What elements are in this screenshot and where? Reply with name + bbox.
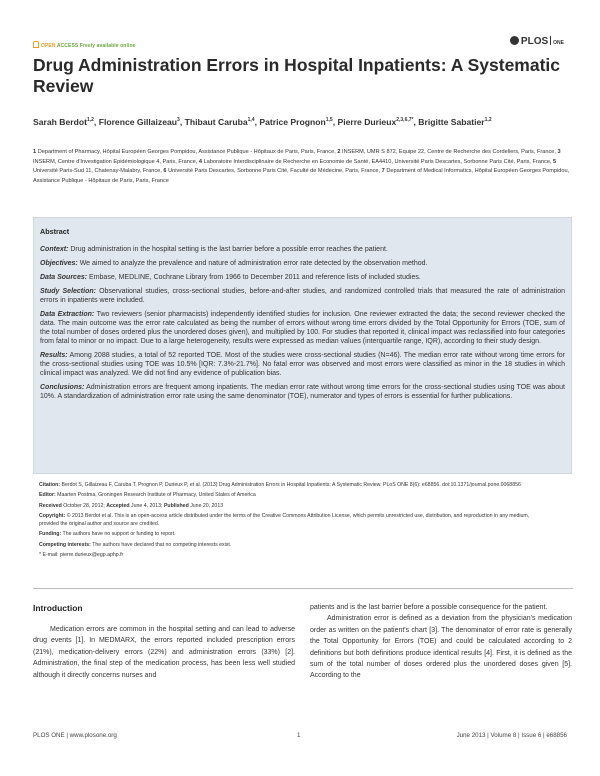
author-name: Patrice Prognon bbox=[259, 116, 326, 127]
paragraph: Administration error is defined as a deviation from the physician's medication order as written on the patient's chart [3]. The denominator of error rate is generally the Total Opportunity for Errors (TOE) and could be calculated according to 2 definitions but both definitions produce identical results [4]. First, it is defined as the sum of the total number of doses ordered plus the unordered doses given [5]. According to the bbox=[310, 615, 572, 680]
metadata-line bbox=[39, 530, 549, 538]
abstract-section bbox=[40, 273, 565, 282]
open-access-subtitle: ACCESS Freely available online bbox=[56, 43, 136, 49]
abstract-section-text: Two reviewers (senior pharmacists) independently identified studies for inclusion. One reviewer extracted the data; the second reviewer checked the data. The main outcome was the error rate calculated as being the number of errors without wrong time errors divided by the Total Opportunity for Errors (TOE, sum of the total number of doses ordered plus the unordered doses given), and multiplied by 100. For studies that reported it, clinical impact was reclassified into four categories from fatal to minor or no impact. Due to a large heterogeneity, results were expressed as median values (interquartile range, IQR), according to their study design. bbox=[40, 311, 565, 345]
metadata-value: Maarten Postma, Groningen Research Institute of Pharmacy, United States of America bbox=[57, 492, 256, 499]
metadata-value: © 2013 Berdot et al. This is an open-access article distributed under the terms of the Creative Commons Attribution License, which permits unrestricted use, distribution, and reproduction in any medium, provided the original author and source are credited. bbox=[39, 512, 530, 528]
metadata-label: Published bbox=[163, 502, 189, 509]
metadata-line bbox=[39, 491, 549, 499]
journal-logo-sub: ONE bbox=[553, 40, 564, 46]
metadata-value: The authors have no support or funding to report. bbox=[62, 531, 176, 538]
abstract-section bbox=[40, 287, 565, 305]
footer-issue: June 2013 | Volume 8 | Issue 6 | e68856 bbox=[456, 732, 567, 739]
abstract-section-label: Conclusions: bbox=[40, 384, 85, 391]
affiliation-text: Department of Medical Informatics, Hôpital Européen Georges Pompidou, Assistance Publique - Hôpitaux de Paris, Paris, France bbox=[33, 168, 570, 184]
author-name: Thibaut Caruba bbox=[184, 116, 248, 127]
plos-logo-icon bbox=[510, 36, 519, 45]
abstract-section-text: Observational studies, cross-sectional studies, before-and-after studies, and randomized controlled trials that measured the rate of administration errors in inpatients were included. bbox=[40, 288, 566, 304]
author-name: Florence Gillaizeau bbox=[98, 116, 178, 127]
metadata-value: June 20, 2013 bbox=[190, 502, 224, 509]
metadata-label: Accepted bbox=[106, 502, 130, 509]
affiliations bbox=[33, 148, 573, 186]
abstract-section bbox=[40, 310, 565, 346]
affiliation-text: INSERM, Centre d'Investigation Epidémiologique 4, Paris, France, bbox=[33, 158, 198, 165]
metadata-line bbox=[39, 502, 549, 510]
affiliation-number: 6 bbox=[163, 168, 167, 175]
metadata-line bbox=[39, 551, 549, 559]
affiliation-number: 7 bbox=[381, 168, 385, 175]
affiliation-number: 3 bbox=[557, 149, 561, 155]
abstract-section bbox=[40, 245, 565, 254]
abstract-section-label: Study Selection: bbox=[40, 288, 96, 295]
author-name: Pierre Durieux bbox=[337, 116, 397, 127]
abstract-section-label: Results: bbox=[40, 352, 68, 359]
affiliation-text: INSERM, UMR S 872, Equipe 22, Centre de Recherche des Cordeliers, Paris, France, bbox=[342, 149, 556, 155]
abstract-section-text: Drug administration in the hospital setting is the last barrier before a possible error reaches the patient. bbox=[70, 246, 388, 253]
author-affiliation-marker: 3 bbox=[177, 117, 180, 123]
metadata-line bbox=[39, 481, 549, 489]
author-affiliation-marker: 2,3,6,7* bbox=[396, 117, 414, 123]
abstract-box bbox=[33, 217, 572, 474]
abstract-section-label: Data Sources: bbox=[40, 274, 88, 281]
article-metadata bbox=[39, 481, 549, 561]
abstract-section-text: We aimed to analyze the prevalence and nature of administration error rate detected by the observation method. bbox=[79, 260, 428, 267]
abstract-section-text: Embase, MEDLINE, Cochrane Library from 1966 to December 2011 and reference lists of included studies. bbox=[89, 274, 421, 281]
author-list: Sarah Berdot$^{1,2}$, Florence Gillaizeau$^3$, Thibaut Caruba$^{1,4}$, Patrice Prognon$^{1,5}$, Pierre Durieux$^{2,3,6,7*}$, Brigitte Sabatier$^{1,2}$ bbox=[33, 116, 492, 127]
affiliation-text: Laboratoire Interdisciplinaire de Recherche en Economie de Santé, EA4410, Université Paris Descartes, Sorbonne Paris Cité, Paris, France, bbox=[203, 158, 552, 165]
abstract-section bbox=[40, 383, 565, 401]
abstract-heading: Abstract bbox=[40, 227, 70, 236]
open-access-label: OPEN bbox=[41, 43, 56, 49]
body-column-right bbox=[310, 602, 572, 682]
metadata-value: October 28, 2012; bbox=[63, 502, 105, 509]
abstract-section-text: Administration errors are frequent among inpatients. The median error rate without wrong time errors for the cross-sectional studies using TOE was about 10%. A standardization of administration error rate using the same denominator (TOE), numerator and types of errors is essential for further publications. bbox=[40, 384, 566, 400]
open-lock-icon bbox=[33, 41, 39, 48]
footer-page-number: 1 bbox=[297, 732, 301, 739]
paragraph: patients and is the last barrier before a possible consequence for the patient. bbox=[310, 604, 548, 611]
affiliation-text: Université Paris Descartes, Sorbonne Paris Cité, Faculté de Médecine, Paris, France, bbox=[168, 168, 381, 175]
body-column-left bbox=[33, 624, 295, 681]
journal-logo bbox=[510, 36, 564, 47]
abstract-section bbox=[40, 259, 565, 268]
author-affiliation-marker: 1,2 bbox=[484, 117, 492, 123]
affiliation-text: Department of Pharmacy, Hôpital Européen Georges Pompidou, Assistance Publique - Hôpitaux de Paris, Paris, France, bbox=[37, 149, 336, 155]
metadata-value: The authors have declared that no competing interests exist. bbox=[92, 541, 232, 548]
author-affiliation-marker: 1,2 bbox=[86, 117, 94, 123]
metadata-value: Berdot S, Gillaizeau F, Caruba T, Prognon P, Durieux P, et al. (2013) Drug Administration Errors in Hospital Inpatients: A Systematic Review. PLoS ONE 8(6): e68856. doi:10.1371/journal.pone.0068856 bbox=[61, 482, 521, 488]
open-access-badge bbox=[33, 41, 135, 49]
footer-journal: PLOS ONE | www.plosone.org bbox=[33, 732, 117, 739]
abstract-section-label: Objectives: bbox=[40, 260, 78, 267]
affiliation-number: 4 bbox=[198, 158, 202, 165]
metadata-line bbox=[39, 512, 549, 529]
article-title: Drug Administration Errors in Hospital Inpatients: A Systematic Review bbox=[33, 55, 561, 96]
abstract-section-label: Context: bbox=[40, 246, 69, 253]
metadata-label: Competing interests: bbox=[39, 541, 91, 548]
paragraph: Medication errors are common in the hospital setting and can lead to adverse drug events [1]. In MEDMARX, the errors reported included prescription errors (21%), medication-delivery errors (22%) and administration errors (33%) [2]. Administration, the final step of the medication process, has been less well studied although it directly concerns nurses and bbox=[33, 626, 295, 679]
affiliation-number: 1 bbox=[33, 149, 37, 155]
abstract-section-label: Data Extraction: bbox=[40, 311, 95, 318]
author-affiliation-marker: 1,4 bbox=[247, 117, 255, 123]
metadata-label: Editor: bbox=[39, 492, 56, 499]
abstract-section bbox=[40, 351, 565, 378]
author-name: Sarah Berdot bbox=[33, 116, 87, 127]
affiliation-text: Université Paris-Sud 11, Chatenay-Malabry, France, bbox=[33, 168, 162, 175]
metadata-label: Received bbox=[39, 502, 62, 509]
affiliation-number: 2 bbox=[337, 149, 341, 155]
metadata-label: Citation: bbox=[39, 482, 61, 488]
author-name: Brigitte Sabatier bbox=[418, 116, 485, 127]
section-heading-introduction: Introduction bbox=[33, 603, 83, 613]
metadata-label: Funding: bbox=[39, 531, 62, 538]
divider bbox=[33, 588, 573, 589]
author-affiliation-marker: 1,5 bbox=[325, 117, 333, 123]
metadata-line bbox=[39, 541, 549, 549]
metadata-value: June 4, 2013; bbox=[131, 502, 163, 509]
metadata-label: Copyright: bbox=[39, 512, 66, 519]
abstract-section-text: Among 2088 studies, a total of 52 reported TOE. Most of the studies were cross-sectional studies (N=46). The median error rate without wrong time errors for the cross-sectional studies using TOE was 10.5% [IQR: 7.3%-21.7%]. No fatal error was observed and most errors were classified as minor in the 18 studies in which clinical impact was analyzed. We did not find any evidence of publication bias. bbox=[40, 352, 565, 377]
journal-logo-text: PLOS bbox=[520, 36, 549, 47]
metadata-value: * E-mail: pierre.durieux@egp.aphp.fr bbox=[39, 552, 124, 559]
affiliation-number: 5 bbox=[553, 158, 557, 165]
